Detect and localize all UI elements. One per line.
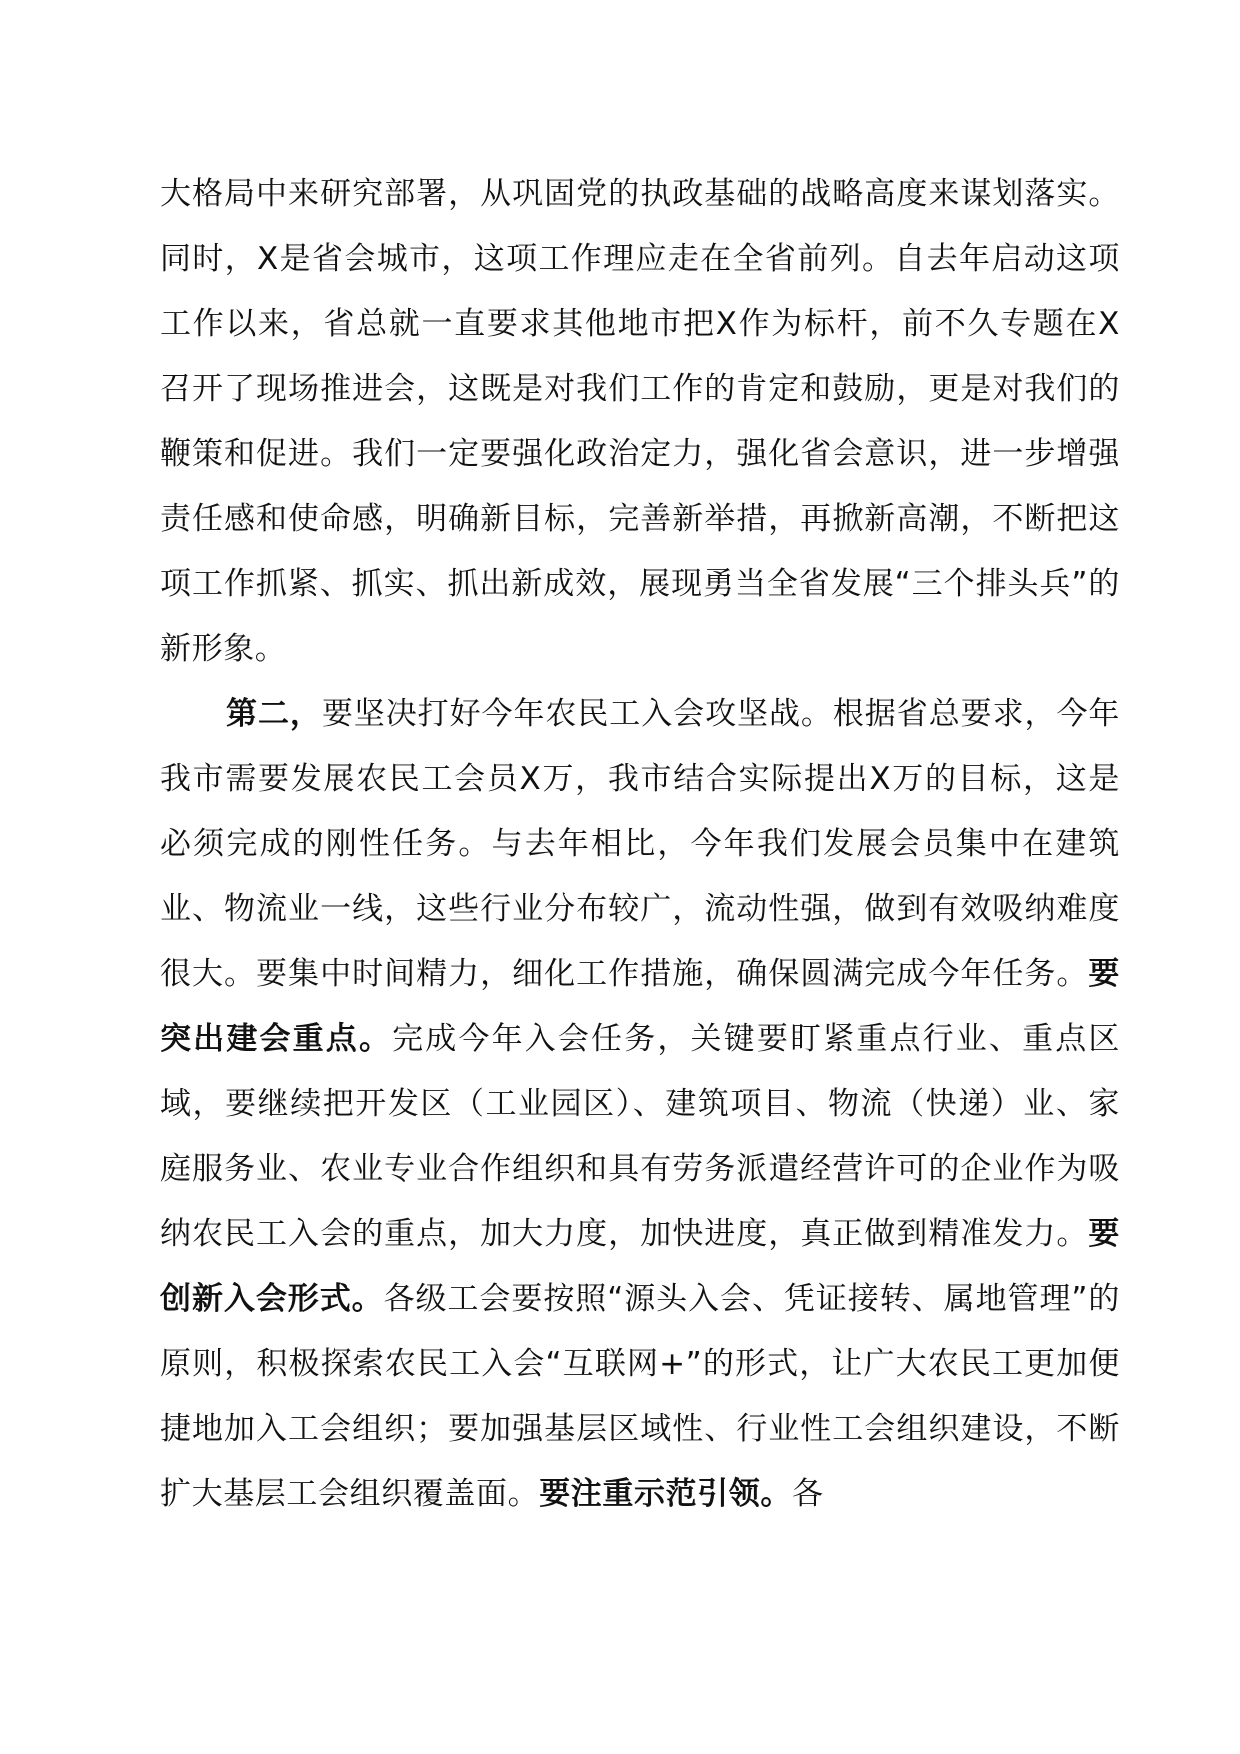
paragraph-2-intro: 要坚决打好今年农民工入会攻坚战。根据省总要求，今年我市需要发展农民工会员X万，我市结合实际提出X万的目标，这是必须完成的刚性任务。与去年相比，今年我们发展会员集中在建筑业、物流业一线，这些行业分布较广，流动性强，做到有效吸纳难度很大。要集中时间精力，细化工作措施，确保圆满完成今年任务。 bbox=[160, 696, 1120, 992]
paragraph-1: 大格局中来研究部署，从巩固党的执政基础的战略高度来谋划落实。同时，X是省会城市，这项工作理应走在全省前列。自去年启动这项工作以来，省总就一直要求其他地市把X作为标杆，前不久专题在X召开了现场推进会，这既是对我们工作的肯定和鼓励，更是对我们的鞭策和促进。我们一定要强化政治定力，强化省会意识，进一步增强责任感和使命感，明确新目标，完善新举措，再掀新高潮，不断把这项工作抓紧、抓实、抓出新成效，展现勇当全省发展“三个排头兵”的新形象。 bbox=[160, 176, 1120, 667]
point-1-title: 要突出建会重点。 bbox=[160, 956, 1120, 1057]
point-2-text: 各级工会要按照“源头入会、凭证接转、属地管理”的原则，积极探索农民工入会“互联网+”的形式，让广大农民工更加便捷地加入工会组织；要加强基层区域性、行业性工会组织建设，不断扩大基层工会组织覆盖面。 bbox=[160, 1281, 1120, 1512]
point-2-title: 要创新入会形式。 bbox=[160, 1216, 1120, 1317]
point-3-title: 要注重示范引领。 bbox=[539, 1476, 793, 1512]
paragraph-2 bbox=[160, 682, 1120, 1527]
paragraph-2-heading: 第二， bbox=[226, 696, 322, 732]
document-page bbox=[160, 162, 1120, 1527]
point-1-text: 完成今年入会任务，关键要盯紧重点行业、重点区域，要继续把开发区（工业园区）、建筑项目、物流（快递）业、家庭服务业、农业专业合作组织和具有劳务派遣经营许可的企业作为吸纳农民工入会的重点，加大力度，加快进度，真正做到精准发力。 bbox=[160, 1021, 1121, 1252]
point-3-text: 各 bbox=[792, 1476, 824, 1512]
